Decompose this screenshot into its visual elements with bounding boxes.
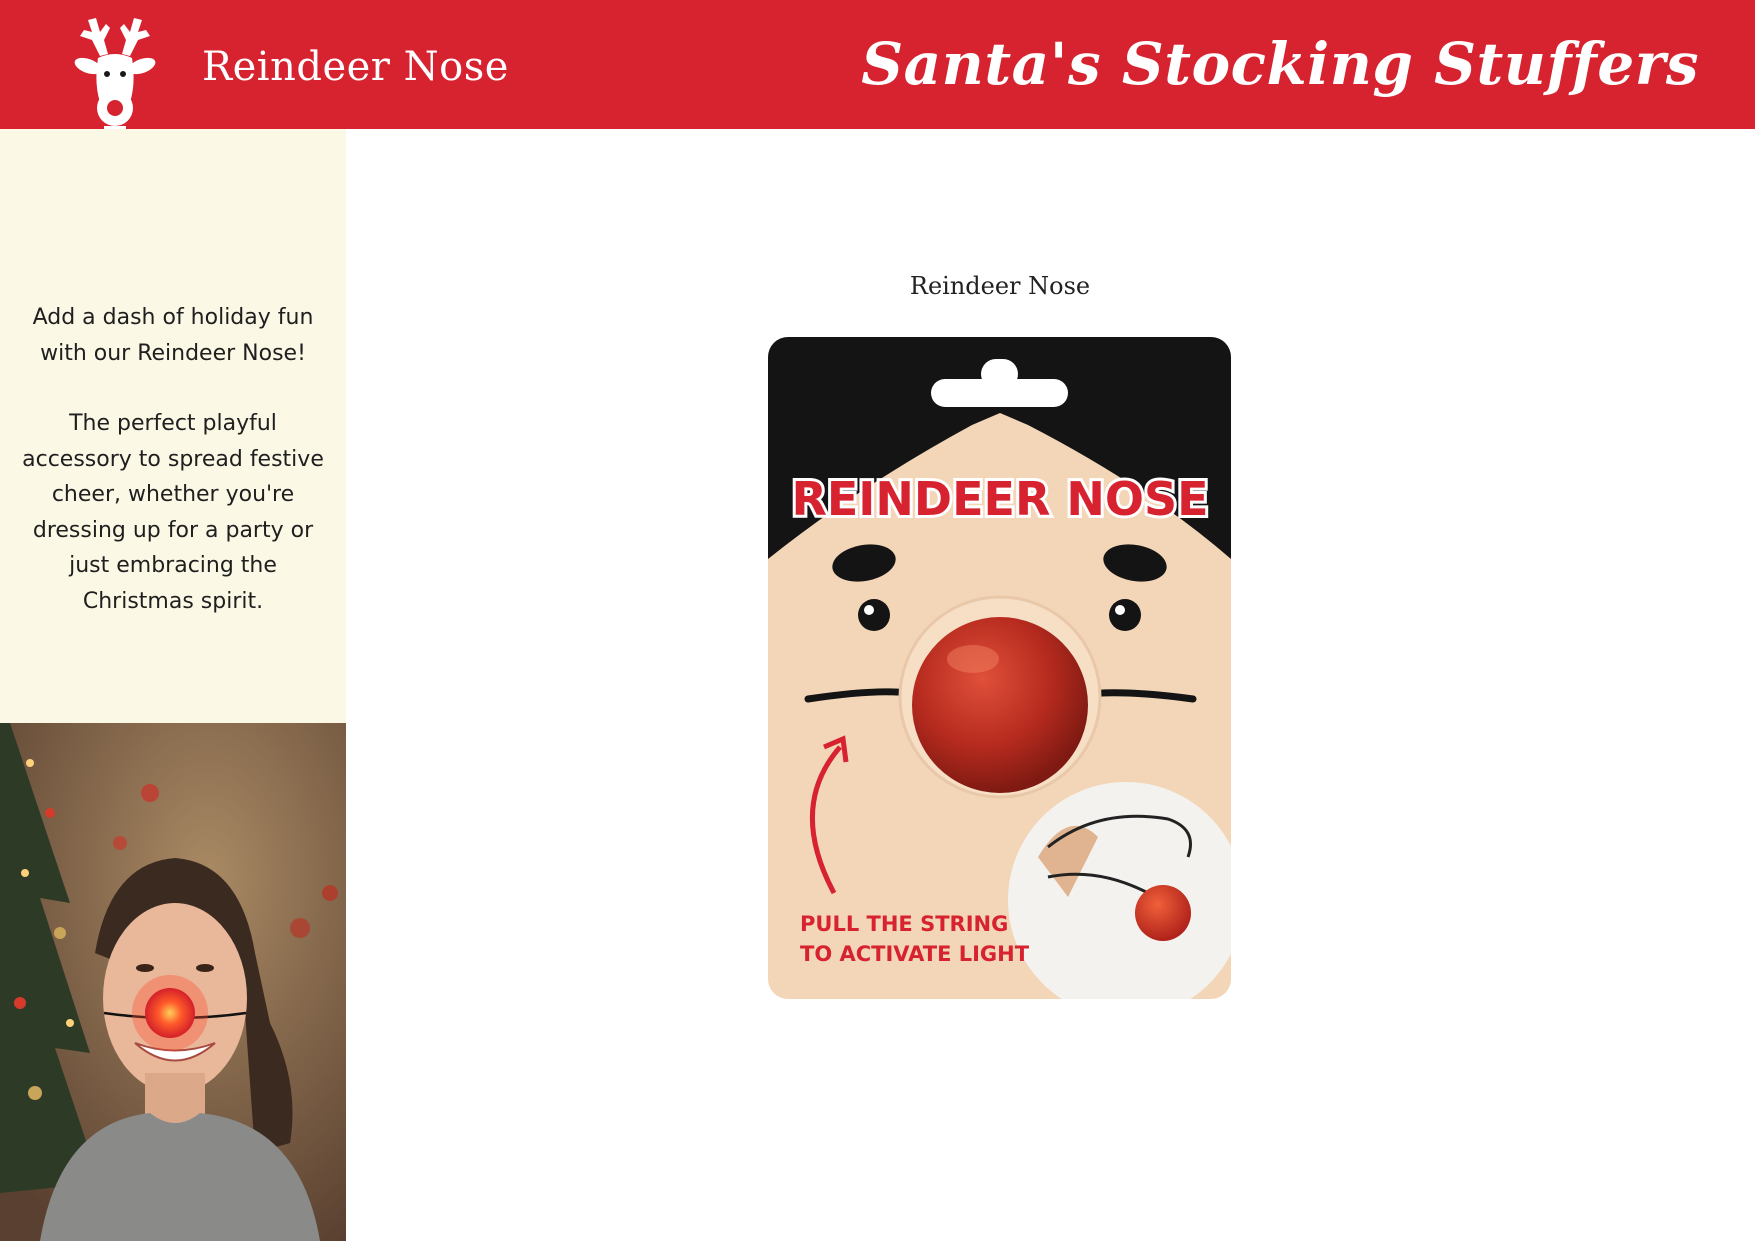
product-package-image	[768, 337, 1231, 999]
description-intro: Add a dash of holiday fun with our Reindeer Nose!	[32, 305, 314, 366]
product-title: Reindeer Nose	[909, 272, 1091, 300]
package-instruction-line1: PULL THE STRING	[800, 912, 1009, 936]
store-title: Santa's Stocking Stuffers	[861, 30, 1699, 98]
package-title: REINDEER NOSE	[791, 472, 1209, 526]
package-instruction-line2: TO ACTIVATE LIGHT	[800, 942, 1030, 966]
header-banner	[0, 0, 1755, 129]
brand-title: Reindeer Nose	[202, 44, 509, 90]
reindeer-head-icon	[70, 14, 160, 129]
reindeer-nose-package-illustration	[768, 337, 1231, 999]
lifestyle-photo	[0, 723, 346, 1241]
woman-wearing-nose-photo	[0, 723, 346, 1241]
description-body: The perfect playful accessory to spread festive cheer, whether you're dressing up for a party or just embracing the Christmas spirit.	[22, 411, 324, 614]
product-description	[0, 300, 346, 654]
